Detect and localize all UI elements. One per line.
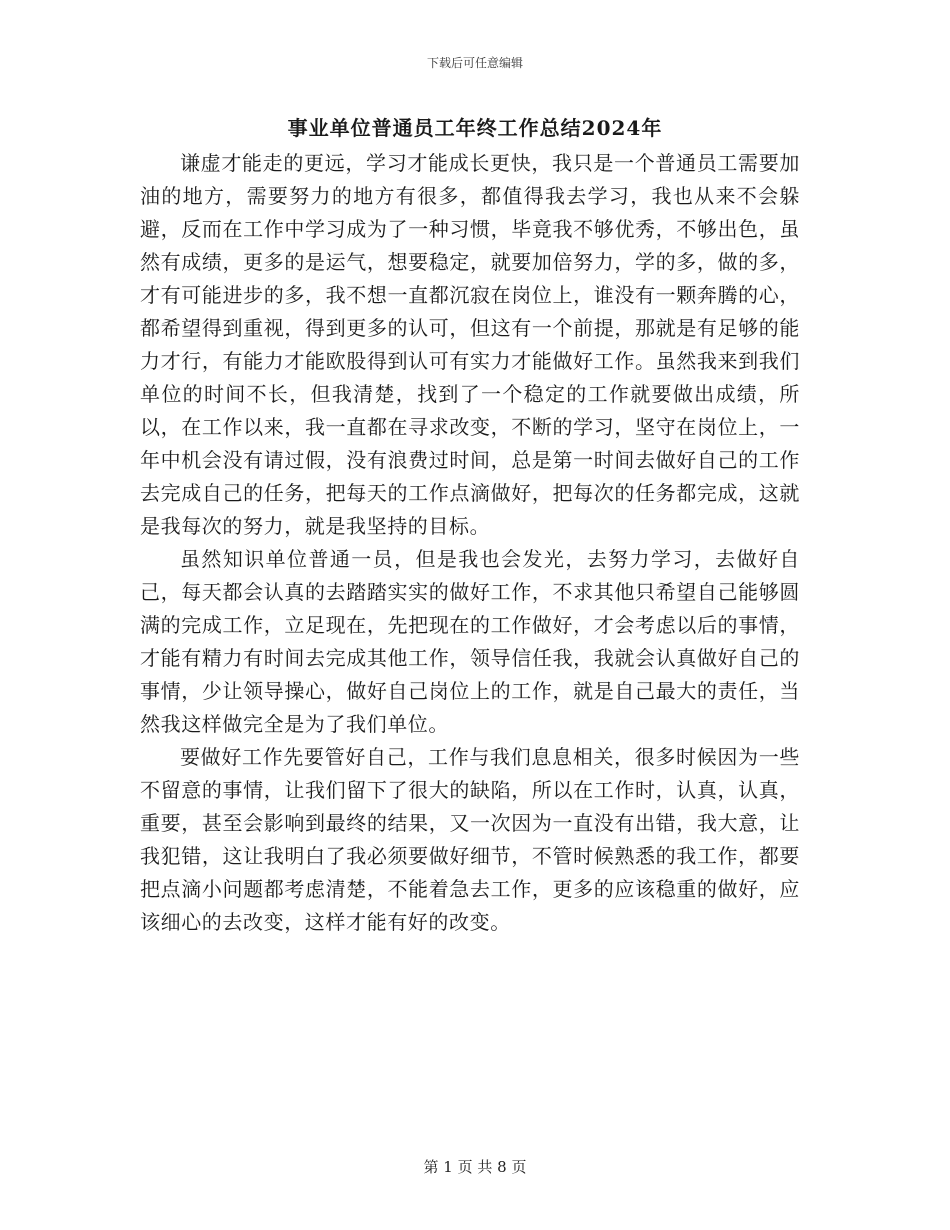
header-note: 下载后可任意编辑: [426, 56, 523, 70]
paragraph-1: 谦虚才能走的更远，学习才能成长更快，我只是一个普通员工需要加油的地方，需要努力的地方有很多，都值得我去学习，我也从来不会躲避，反而在工作中学习成为了一种习惯，毕竟我不够优秀，不够出色，虽然有成绩，更多的是运气，想要稳定，就要加倍努力，学的多，做的多，才有可能进步的多，我不想一直都沉寂在岗位上，谁没有一颗奔腾的心，都希望得到重视，得到更多的认可，但这有一个前提，那就是有足够的能力才行，有能力才能欧股得到认可有实力才能做好工作。虽然我来到我们单位的时间不长，但我清楚，找到了一个稳定的工作就要做出成绩，所以，在工作以来，我一直都在寻求改变，不断的学习，坚守在岗位上，一年中机会没有请过假，没有浪费过时间，总是第一时间去做好自己的工作去完成自己的任务，把每天的工作点滴做好，把每次的任务都完成，这就是我每次的努力，就是我坚持的目标。: [140, 151, 800, 538]
page-footer: 第 1 页 共 8 页: [423, 1158, 527, 1176]
paragraph-2: 虽然知识单位普通一员，但是我也会发光，去努力学习，去做好自己，每天都会认真的去踏踏实实的做好工作，不求其他只希望自己能够圆满的完成工作，立足现在，先把现在的工作做好，才会考虑以后的事情，才能有精力有时间去完成其他工作，领导信任我，我就会认真做好自己的事情，少让领导操心，做好自己岗位上的工作，就是自己最大的责任，当然我这样做完全是为了我们单位。: [140, 547, 800, 736]
paragraph-3: 要做好工作先要管好自己，工作与我们息息相关，很多时候因为一些不留意的事情，让我们留下了很大的缺陷，所以在工作时，认真，认真，重要，甚至会影响到最终的结果，又一次因为一直没有出错，我大意，让我犯错，这让我明白了我必须要做好细节，不管时候熟悉的我工作，都要把点滴小问题都考虑清楚，不能着急去工作，更多的应该稳重的做好，应该细心的去改变，这样才能有好的改变。: [140, 745, 800, 934]
document-body: [140, 147, 800, 939]
document-title: 事业单位普通员工年终工作总结2024年: [287, 116, 663, 140]
